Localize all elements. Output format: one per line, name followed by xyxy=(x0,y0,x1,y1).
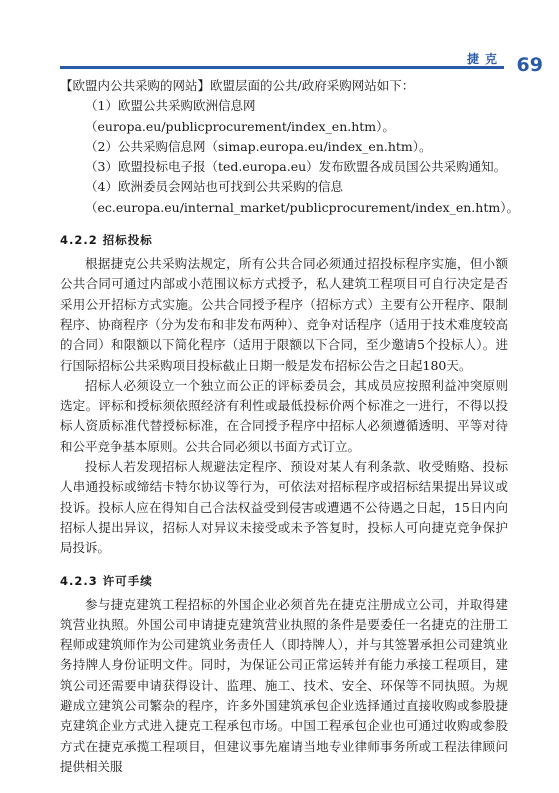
header-rule xyxy=(60,66,504,69)
section-heading-4-2-2: 4.2.2 招标投标 xyxy=(60,233,153,248)
page-header xyxy=(0,0,559,86)
paragraph: 参与捷克建筑工程招标的外国企业必须首先在捷克注册成立公司，并取得建筑营业执照。外国公司申请捷克建筑营业执照的条件是要委任一名捷克的注册工程师或建筑师作为公司建筑业务责任人（即持牌人），并与其签署承担公司建筑业务持牌人身份证明文件。同时，为保证公司正常运转并有能力承接工程项目，建筑公司还需要申请获得设计、监理、施工、技术、安全、环保等不同执照。为规避成立建筑公司繁杂的程序，许多外国建筑承包企业选择通过直接收购或参股捷克建筑企业方式进入捷克工程承包市场。中国工程承包企业也可通过收购或参股方式在捷克承揽工程项目，但建议事先雇请当地专业律师事务所或工程法律顾问提供相关服 xyxy=(60,596,508,774)
section-heading-4-2-3: 4.2.3 许可手续 xyxy=(60,573,153,588)
list-item-1-url: （europa.eu/publicprocurement/index_en.htm）。 xyxy=(85,118,395,134)
list-item-2: （2）公共采购信息网（simap.europa.eu/index_en.htm）。 xyxy=(85,138,432,154)
running-head-country: 捷克 xyxy=(466,52,503,66)
list-item-4: （4）欧洲委员会网站也可找到公共采购的信息 xyxy=(85,179,343,195)
list-item-1: （1）欧盟公共采购欧洲信息网 xyxy=(85,98,256,114)
list-item-3: （3）欧盟投标电子报（ted.europa.eu）发布欧盟各成员国公共采购通知。 xyxy=(85,159,507,175)
paragraph: 投标人若发现招标人规避法定程序、预设对某人有利条款、收受贿赂、投标人串通投标或缔结卡特尔协议等行为，可依法对招标程序或招标结果提出异议或投诉。投标人应在得知自己合法权益受到侵害或遭遇不公待遇之日起，15日内向招标人提出异议，招标人对异议未接受或未予答复时，投标人可向捷克竞争保护局投诉。 xyxy=(60,459,508,556)
paragraph: 根据捷克公共采购法规定，所有公共合同必须通过招投标程序实施，但小额公共合同可通过内部或小范围议标方式授予，私人建筑工程项目可自行决定是否采用公开招标方式实施。公共合同授予程序（招标方式）主要有公开程序、限制程序、协商程序（分为发布和非发布两种）、竞争对话程序（适用于技术难度较高的合同）和限额以下简化程序（适用于限额以下合同，至少邀请5个投标人）。进行国际招标公共采购项目投标截止日期一般是发布招标公告之日起180天。 xyxy=(60,256,508,373)
page-number: 69 xyxy=(516,54,543,76)
list-item-4-url: （ec.europa.eu/internal_market/publicprocurement/index_en.htm）。 xyxy=(85,199,519,215)
paragraph: 招标人必须设立一个独立而公正的评标委员会，其成员应按照利益冲突原则选定。评标和授标须依照经济有利性或最低投标价两个标准之一进行，不得以投标人资质标准代替授标标准，在合同授予程序中招标人必须遵循透明、平等对待和公平竞争基本原则。公共合同必须以书面方式订立。 xyxy=(60,377,508,454)
intro-heading: 【欧盟内公共采购的网站】欧盟层面的公共/政府采购网站如下： xyxy=(60,78,415,93)
page-body xyxy=(60,76,519,777)
